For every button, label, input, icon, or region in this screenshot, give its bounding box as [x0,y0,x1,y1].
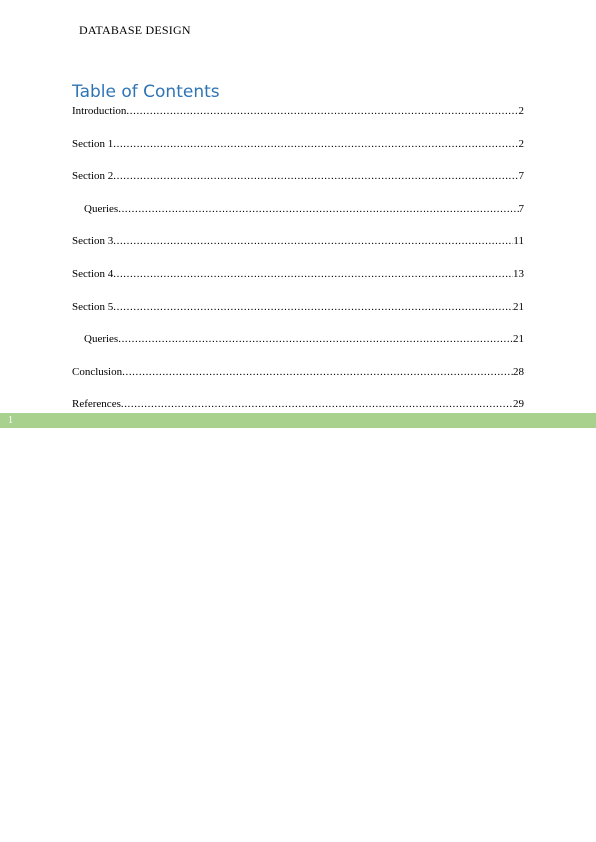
toc-dot-leader [122,363,513,381]
toc-entry-page: 28 [513,365,524,378]
toc-dot-leader [113,135,518,153]
toc-entry-label: Conclusion [72,365,123,378]
toc-dot-leader [126,102,518,120]
toc-entry-section-3[interactable] [72,232,524,265]
toc-entry-page: 11 [513,235,524,248]
toc-entry-page: 21 [513,333,524,346]
toc-entry-page: 2 [518,105,524,117]
toc-list [72,102,524,428]
toc-entry-page: 7 [518,202,524,215]
toc-entry-label: Section 2 [72,170,114,183]
page-footer-bar [0,413,596,428]
toc-entry-queries-section-2[interactable] [72,200,524,233]
toc-dot-leader [118,330,513,348]
toc-entry-label: References [72,398,121,411]
toc-title: Table of Contents [72,82,220,102]
toc-dot-leader [118,200,518,218]
toc-dot-leader [113,232,513,250]
toc-dot-leader [121,395,513,413]
toc-dot-leader [113,298,513,316]
toc-dot-leader [113,265,513,283]
toc-entry-page: 21 [513,300,524,313]
toc-entry-label: Section 3 [72,235,114,248]
toc-entry-label: Section 5 [72,300,114,313]
toc-entry-conclusion[interactable] [72,363,524,396]
toc-entry-label: Queries [84,202,119,215]
toc-dot-leader [113,167,518,185]
toc-entry-page: 29 [513,398,524,411]
toc-entry-page: 13 [513,267,524,280]
toc-entry-introduction[interactable] [72,102,524,135]
toc-entry-label: Section 4 [72,267,114,280]
toc-entry-queries-section-5[interactable] [72,330,524,363]
toc-entry-label: Queries [84,333,119,346]
toc-entry-page: 2 [518,137,524,150]
toc-entry-section-4[interactable] [72,265,524,298]
running-header: DATABASE DESIGN [79,23,191,37]
toc-entry-section-5[interactable] [72,298,524,331]
page-number: 1 [8,415,13,426]
toc-entry-label: Section 1 [72,137,114,150]
toc-entry-section-2[interactable] [72,167,524,200]
toc-entry-page: 7 [518,170,524,183]
toc-entry-label: Introduction [72,105,127,117]
toc-entry-section-1[interactable] [72,135,524,168]
